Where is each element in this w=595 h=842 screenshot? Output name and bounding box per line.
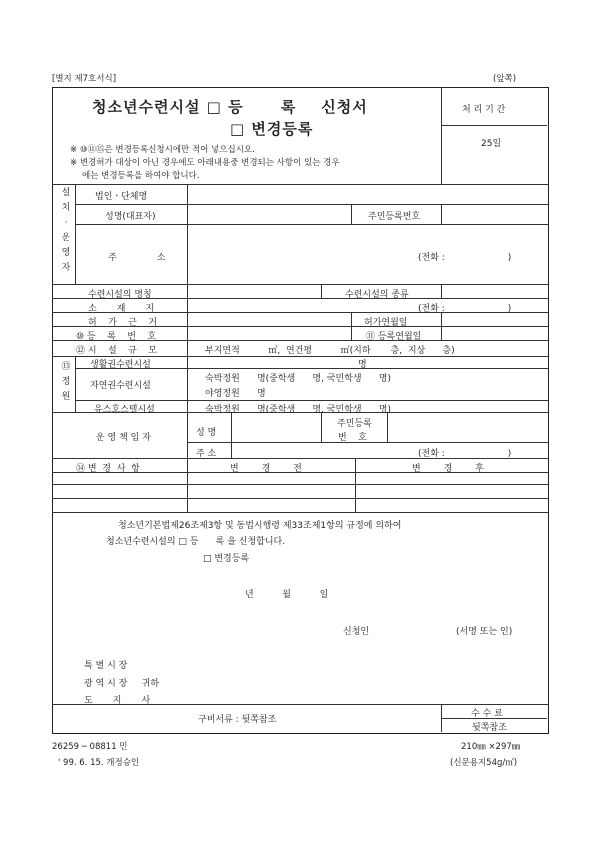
rep-name-label: 성명(대표자) bbox=[105, 212, 156, 222]
manager-address-label: 주 소 bbox=[196, 449, 217, 459]
location-phone: (전화 : ) bbox=[418, 304, 512, 314]
sign-label: (서명 또는 인) bbox=[456, 627, 513, 637]
capacity-living-value: 명 bbox=[358, 360, 367, 370]
footer-size: 210㎜ ×297㎜ bbox=[461, 742, 521, 752]
fee-label: 수 수 료 bbox=[471, 709, 503, 719]
form-title-line2: □ 변경등록 bbox=[230, 120, 314, 138]
declaration-date: 년 월 일 bbox=[245, 590, 329, 600]
manager-resident-no-2: 번 호 bbox=[338, 433, 367, 443]
facility-name-label: 수련시설의 명칭 bbox=[88, 290, 152, 300]
addressee-2: 광 역 시 장 귀하 bbox=[84, 679, 160, 689]
address-phone: (전화 : ) bbox=[418, 253, 512, 263]
addressee-1: 특 별 시 장 bbox=[84, 661, 128, 671]
note-3: 에는 변경등록을 하여야 합니다. bbox=[82, 171, 200, 181]
scale-value: 부지면적 ㎡, 연건평 ㎡(지하 층, 지상 층) bbox=[205, 346, 455, 356]
processing-period-value: 25일 bbox=[481, 139, 502, 149]
manager-phone: (전화 : ) bbox=[418, 449, 512, 459]
reg-no-label: ⑩ 등 록 번 호 bbox=[76, 332, 157, 342]
required-docs: 구비서류 : 뒷쪽참조 bbox=[198, 715, 277, 725]
capacity-hostel-value: 숙박정원 명(중학생 명, 국민학생 명) bbox=[205, 405, 391, 415]
permit-date-label: 허가연월일 bbox=[364, 318, 408, 328]
addressee-3: 도 지 사 bbox=[84, 696, 151, 706]
capacity-nature-label: 자연권수련시설 bbox=[90, 381, 151, 391]
footer-paper: (신문용지54g/㎡) bbox=[450, 758, 518, 768]
footer-code: 26259 ─ 08811 민 bbox=[52, 742, 128, 752]
processing-period-label: 처 리 기 간 bbox=[462, 105, 506, 115]
declaration-line2: 청소년수련시설의 □ 등 록 을 신청합니다. bbox=[106, 537, 286, 547]
permit-basis-label: 허 가 근 거 bbox=[88, 318, 158, 328]
changes-before-header: 변 경 전 bbox=[230, 464, 302, 474]
note-2: ※ 변경허가 대상이 아닌 경우에도 아래내용중 변경되는 사항이 있는 경우 bbox=[70, 158, 340, 168]
operator-side-label: 설 치 · 운 영 자 bbox=[61, 188, 71, 273]
fee-value: 뒷쪽참조 bbox=[472, 723, 507, 733]
form-title-line1: 청소년수련시설 □ 등 록 신청서 bbox=[92, 98, 368, 116]
note-1: ※ ⑩⑪⑮은 변경등록신청시에만 적어 넣으십시오. bbox=[70, 145, 255, 155]
manager-name-label: 성 명 bbox=[196, 428, 217, 438]
form-number: [별지 제7호서식] bbox=[52, 74, 117, 84]
declaration-line1: 청소년기본법제26조제3항 및 동법시행령 제33조제1항의 규정에 의하여 bbox=[118, 521, 402, 531]
capacity-living-label: 생활권수련시설 bbox=[90, 360, 151, 370]
capacity-nature-value2: 야영정원 명 bbox=[205, 389, 266, 399]
applicant-label: 신청인 bbox=[343, 627, 370, 637]
page-side: (앞쪽) bbox=[493, 74, 517, 84]
manager-resident-no-1: 주민등록 bbox=[337, 419, 372, 429]
address-label: 주 소 bbox=[108, 253, 166, 263]
reg-date-label: ⑪ 등록연월일 bbox=[366, 332, 422, 342]
facility-type-label: 수련시설의 종류 bbox=[345, 290, 409, 300]
resident-no-label: 주민등록번호 bbox=[368, 212, 421, 222]
manager-label: 운 영 책 임 자 bbox=[96, 433, 151, 443]
capacity-hostel-label: 유스호스텔시설 bbox=[94, 405, 155, 415]
corp-name-label: 법인ㆍ단체명 bbox=[95, 192, 148, 202]
declaration-line3: □ 변경등록 bbox=[203, 554, 250, 564]
capacity-nature-value: 숙박정원 명(중학생 명, 국민학생 명) bbox=[205, 374, 391, 384]
capacity-side-label: ⑬ 정 원 bbox=[61, 362, 71, 402]
scale-label: ⑫ 시 설 규 모 bbox=[76, 346, 157, 356]
footer-date: ' 99. 6. 15. 개정승인 bbox=[58, 758, 140, 768]
location-label: 소 재 지 bbox=[88, 304, 155, 314]
changes-label: ⑭ 변 경 사 항 bbox=[76, 464, 140, 474]
changes-after-header: 변 경 후 bbox=[412, 464, 484, 474]
